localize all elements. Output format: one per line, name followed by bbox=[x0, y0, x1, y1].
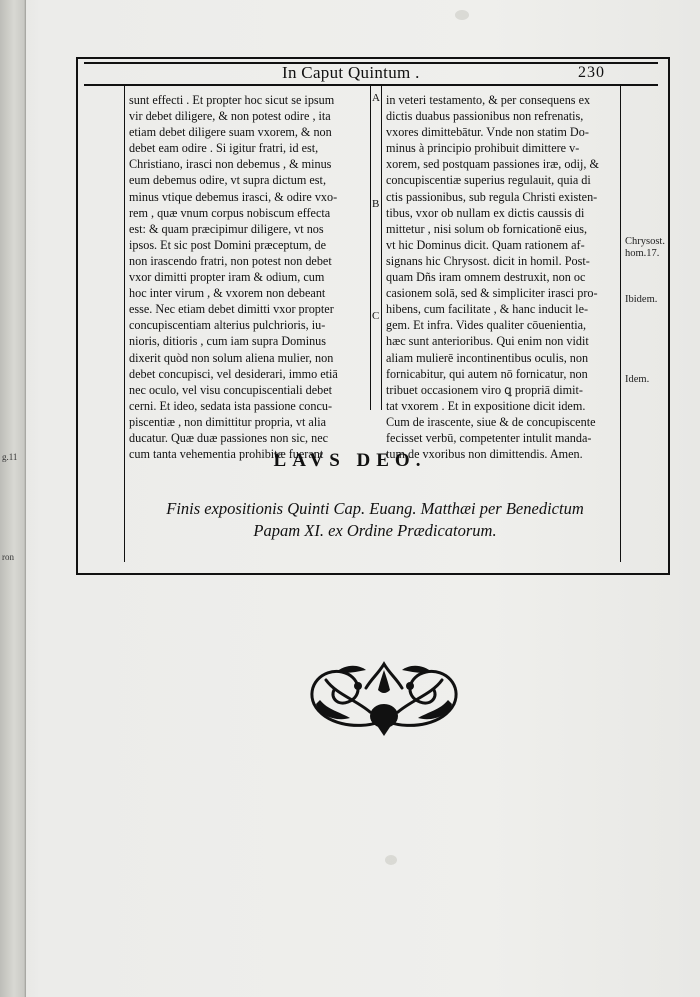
side-note-idem: Idem. bbox=[625, 374, 650, 385]
text-line: eum debemus odire, vt supra dictum est, bbox=[129, 173, 326, 188]
right-text-column bbox=[386, 92, 618, 462]
section-marker-a: A bbox=[372, 92, 380, 104]
text-line: concupiscentiam alterius pulchrioris, iu- bbox=[129, 318, 326, 333]
text-line: nioris, ditioris , cum iam supra Dominus bbox=[129, 334, 327, 349]
left-text-column bbox=[129, 92, 365, 462]
page-number: 230 bbox=[578, 64, 605, 81]
text-line: vxores dimittebātur. Vnde non statim Do- bbox=[386, 125, 589, 140]
text-line: debet eam odire . Si igitur fratri, id est, bbox=[129, 141, 319, 156]
text-line: piscentiæ , non dimittitur propria, vt alia bbox=[129, 414, 326, 429]
text-line: tribuet occasionem viro ꝗ propriā dimit- bbox=[386, 382, 583, 397]
text-line: ipsos. Et sic post Domini præceptum, de bbox=[129, 237, 327, 252]
text-line: esse. Nec etiam debet dimitti vxor propter bbox=[129, 302, 334, 317]
binding-gutter bbox=[0, 0, 26, 997]
paper-stain bbox=[455, 10, 469, 20]
text-line: ctis passionibus, sub regula Christi existen- bbox=[386, 189, 598, 204]
text-line: cerni. Et ideo, sedata ista passione concu- bbox=[129, 398, 333, 413]
text-line: minus à principio prohibuit dimittere v- bbox=[386, 141, 580, 156]
text-line: est: & quam præcipimur diligere, vt nos bbox=[129, 221, 324, 236]
text-line: xorem, sed postquam passiones iræ, odij, & bbox=[386, 157, 599, 172]
text-line: fecisset verbū, competenter intulit manda- bbox=[386, 430, 592, 445]
laus-deo-heading: LAVS DEO. bbox=[273, 450, 427, 471]
text-line: Cum de irascente, siue & de concupiscente bbox=[386, 414, 596, 429]
side-note-chrysostom bbox=[625, 236, 665, 260]
text-line: Christiano, irasci non debemus , & minus bbox=[129, 157, 332, 172]
text-line: vt hic Dominus dicit. Quam rationem af- bbox=[386, 237, 585, 252]
text-line: rem , quæ vnum corpus nobiscum effecta bbox=[129, 205, 331, 220]
side-note-line: hom.17. bbox=[625, 248, 660, 259]
column-divider-right bbox=[381, 84, 382, 410]
text-line: tum de vxoribus non dimittendis. Amen. bbox=[386, 447, 583, 462]
left-margin-rule bbox=[124, 84, 125, 562]
colophon-line: Finis expositionis Quinti Cap. Euang. Matthæi per Benedictum bbox=[166, 499, 584, 518]
text-line: hoc inter virum , & vxorem non debeant bbox=[129, 286, 326, 301]
column-divider-left bbox=[370, 84, 371, 410]
text-line: hæc sunt anterioribus. Qui enim non vidit bbox=[386, 334, 589, 349]
text-line: debet concupisci, vel desiderari, immo etiā bbox=[129, 366, 338, 381]
ornament-tailpiece-icon bbox=[306, 660, 462, 736]
text-line: mittetur , nisi solum ob fornicationē eius, bbox=[386, 221, 588, 236]
text-line: vir debet diligere, & non potest odire , ita bbox=[129, 109, 331, 124]
text-line: vxor dimitti propter iram & odium, cum bbox=[129, 270, 325, 285]
text-line: minus vtique debemus irasci, & odire vxo- bbox=[129, 189, 338, 204]
text-line: dixerit quòd non solum aliena mulier, non bbox=[129, 350, 334, 365]
text-line: fornicabitur, qui autem nō fornicatur, non bbox=[386, 366, 588, 381]
text-line: gem. Et infra. Vides qualiter cōuenientia, bbox=[386, 318, 587, 333]
text-line: cum tanta vehementia prohibitæ fuerant bbox=[129, 447, 324, 462]
right-margin-rule bbox=[620, 84, 621, 562]
colophon-line: Papam XI. ex Ordine Prædicatorum. bbox=[253, 521, 497, 540]
text-line: ducatur. Quæ duæ passiones non sic, nec bbox=[129, 430, 329, 445]
text-line: non irascendo fratri, non potest non debet bbox=[129, 253, 332, 268]
text-line: nec oculo, vel visu concupiscentiali debet bbox=[129, 382, 333, 397]
text-line: tibus, vxor ob nullam ex dictis caussis di bbox=[386, 205, 585, 220]
text-line: casionem solā, sed & simpliciter irasci pro- bbox=[386, 286, 598, 301]
text-line: dictis duabus passionibus non refrenatis, bbox=[386, 109, 584, 124]
text-line: concupiscentiæ superius regulauit, quia di bbox=[386, 173, 591, 188]
running-title: In Caput Quintum . bbox=[282, 63, 420, 82]
section-marker-c: C bbox=[372, 310, 380, 322]
text-line: quam Dñs iram omnem destruxit, non oc bbox=[386, 270, 586, 285]
paper-stain bbox=[385, 855, 397, 865]
text-line: tat vxorem . Et in expositione dicit idem. bbox=[386, 398, 586, 413]
side-note-ibidem: Ibidem. bbox=[625, 294, 658, 305]
text-line: sunt effecti . Et propter hoc sicut se ipsum bbox=[129, 93, 335, 107]
side-note-line: Chrysost. bbox=[625, 236, 665, 247]
section-marker-b: B bbox=[372, 198, 380, 210]
text-line: aliam mulierē incontinentibus oculis, non bbox=[386, 350, 589, 365]
text-line: hibens, cum facilitate , & hanc inducit le- bbox=[386, 302, 589, 317]
gutter-fragment: ron bbox=[2, 552, 14, 562]
text-line: etiam debet diligere suam vxorem, & non bbox=[129, 125, 332, 140]
colophon bbox=[150, 498, 600, 542]
gutter-fragment: g.11 bbox=[2, 452, 18, 462]
text-line: in veteri testamento, & per consequens ex bbox=[386, 93, 591, 107]
text-line: signans hic Chrysost. dicit in homil. Post- bbox=[386, 253, 590, 268]
